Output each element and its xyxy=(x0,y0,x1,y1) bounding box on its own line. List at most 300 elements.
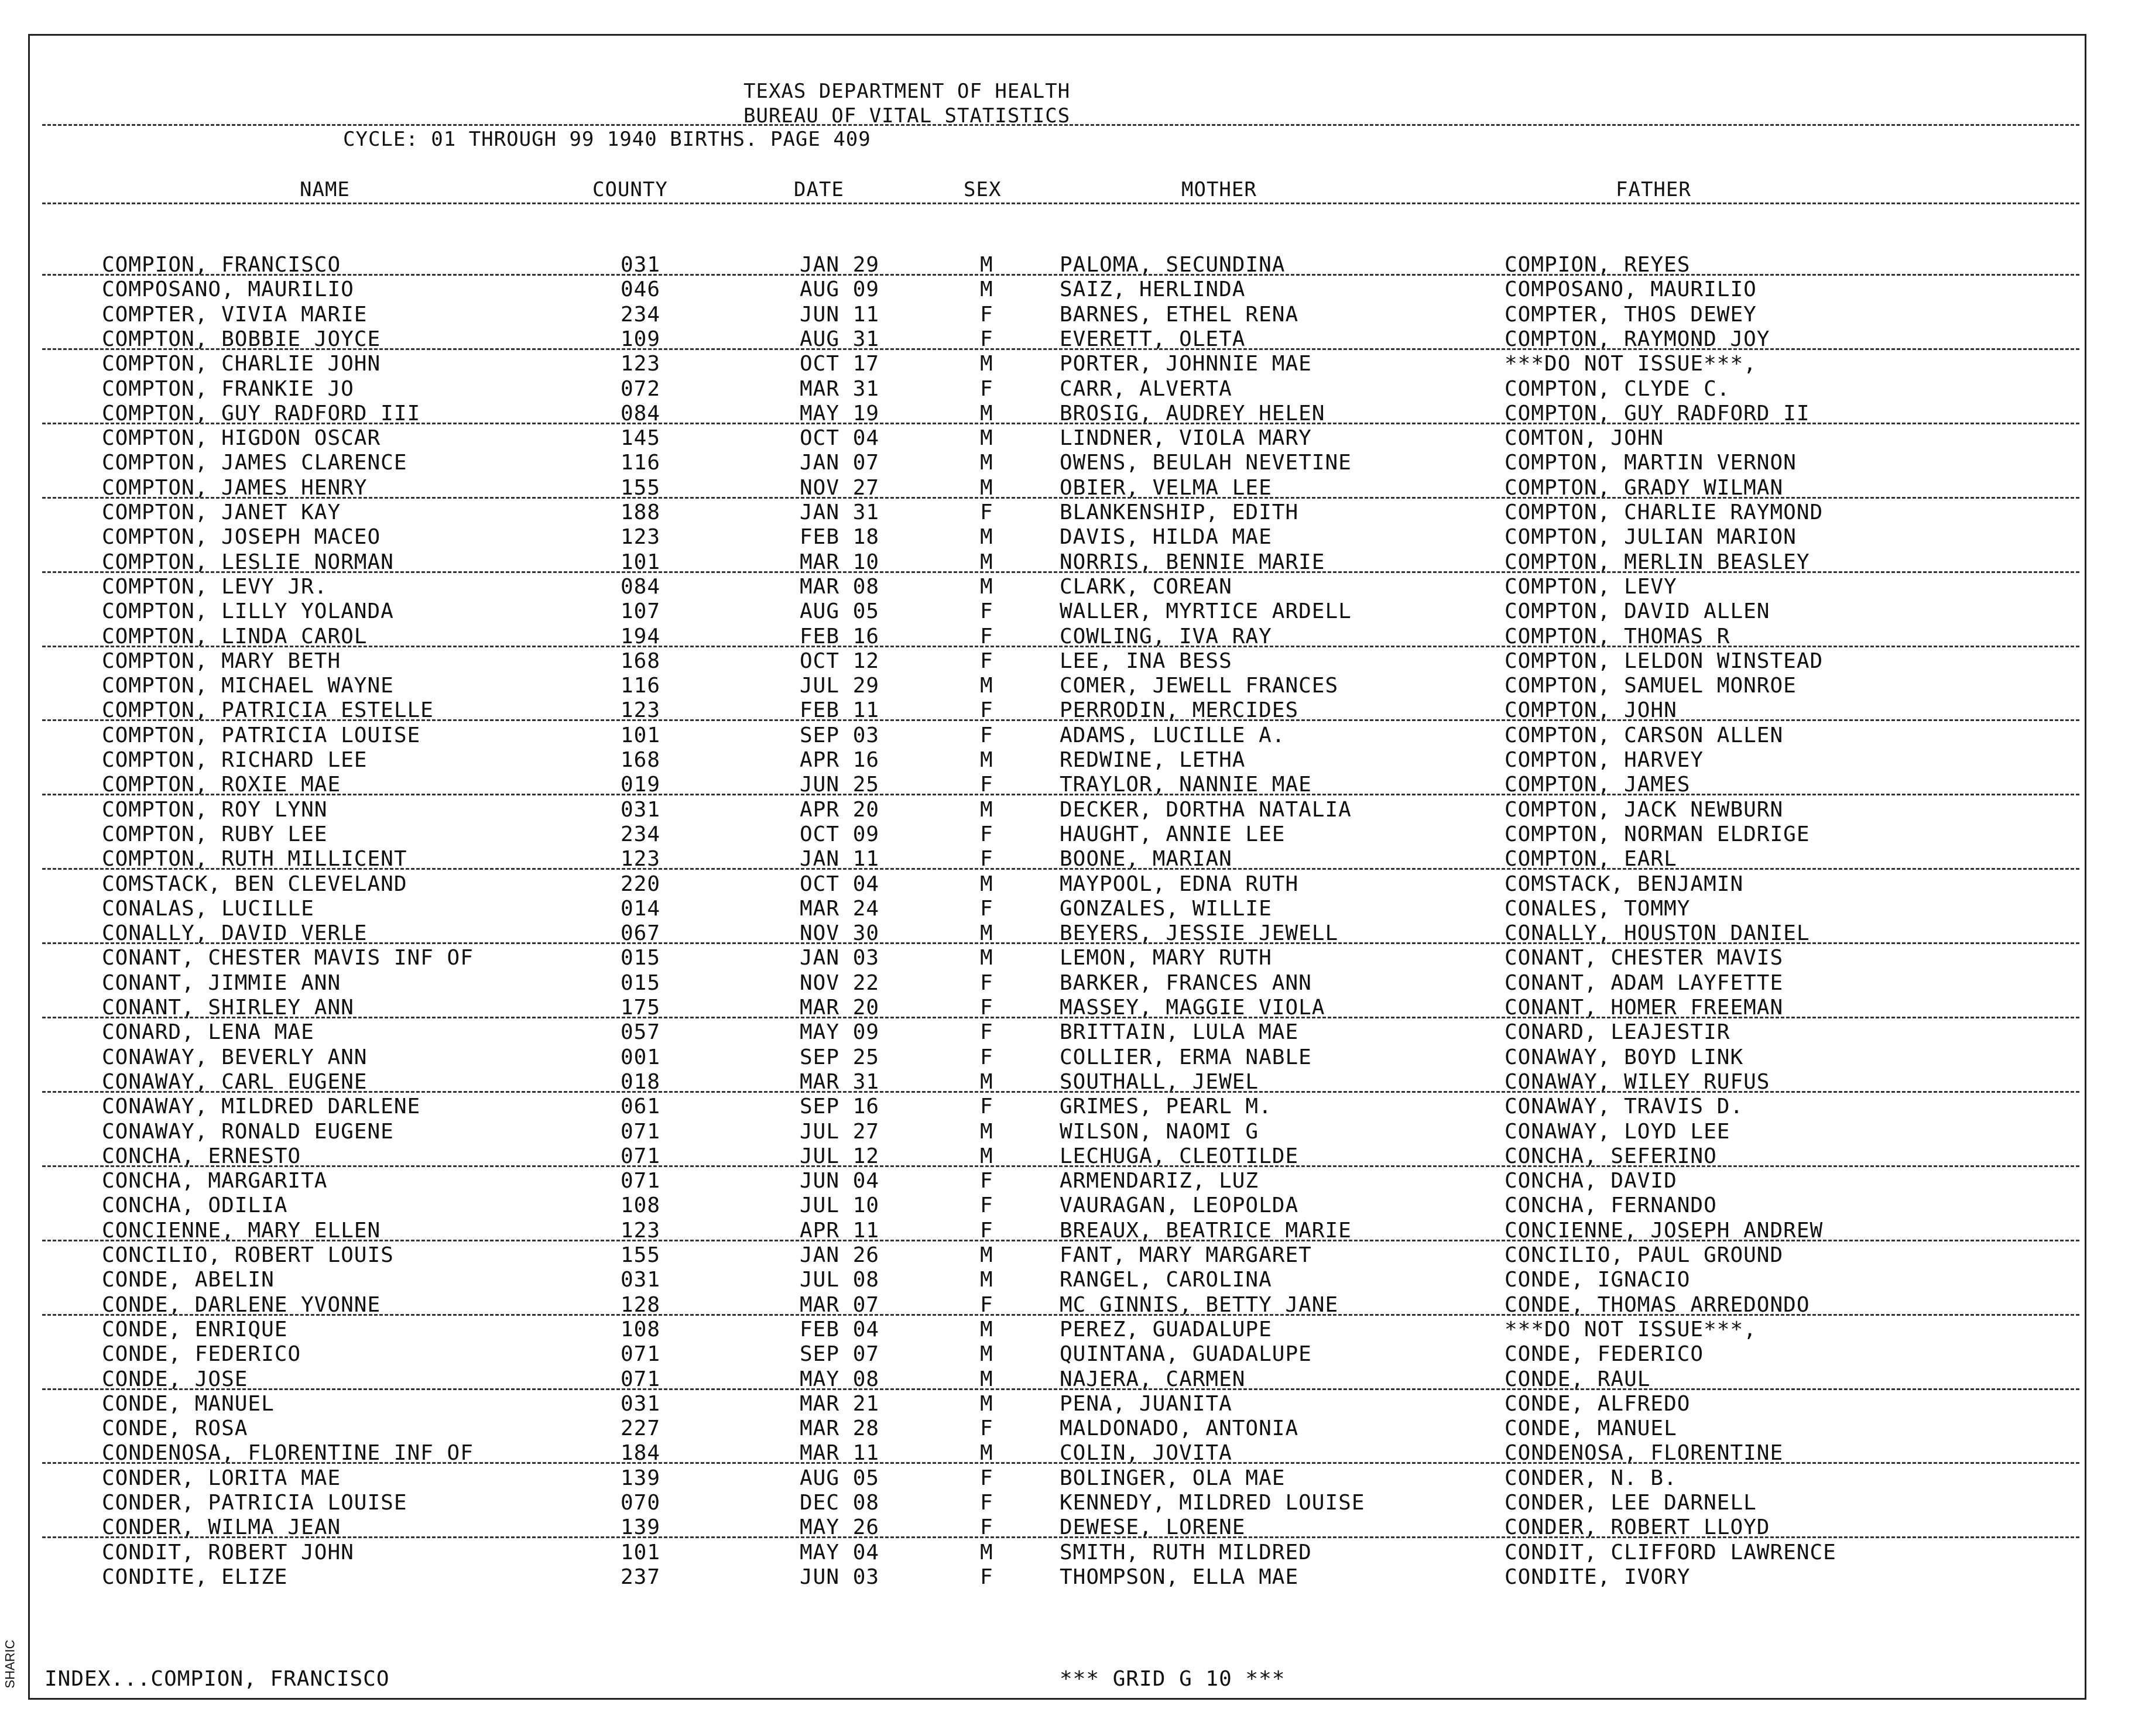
cell-father: CONCHA, SEFERINO xyxy=(1505,1144,1717,1168)
cell-father: COMPTON, LEVY xyxy=(1505,574,1677,599)
cell-father: CONDE, IGNACIO xyxy=(1505,1268,1691,1292)
cell-date: JAN 29 xyxy=(800,253,880,277)
cell-county: 155 xyxy=(621,1243,661,1267)
cell-father: CONDE, ALFREDO xyxy=(1505,1391,1691,1416)
cell-mother: COMER, JEWELL FRANCES xyxy=(1060,674,1339,698)
cell-county: 061 xyxy=(621,1095,661,1119)
cycle-line: CYCLE: 01 THROUGH 99 1940 BIRTHS. PAGE 409 xyxy=(343,128,871,151)
cell-name: CONDE, DARLENE YVONNE xyxy=(102,1292,381,1317)
cell-date: OCT 04 xyxy=(800,426,880,451)
cell-name: COMPTON, ROY LYNN xyxy=(102,797,328,822)
cell-county: 101 xyxy=(621,1540,661,1565)
cell-father: COMPION, REYES xyxy=(1505,253,1691,277)
cell-name: COMPTON, RICHARD LEE xyxy=(102,748,368,772)
cell-county: 031 xyxy=(621,1391,661,1416)
table-row xyxy=(0,451,2135,475)
cell-mother: RANGEL, CAROLINA xyxy=(1060,1268,1272,1292)
cell-sex: M xyxy=(980,1144,993,1168)
table-row xyxy=(0,872,2135,897)
cell-county: 084 xyxy=(621,401,661,426)
cell-father: CONANT, HOMER FREEMAN xyxy=(1505,996,1784,1020)
cell-county: 057 xyxy=(621,1020,661,1045)
cell-sex: F xyxy=(980,302,993,327)
cell-father: COMPTON, GRADY WILMAN xyxy=(1505,475,1784,500)
row-dash-line xyxy=(42,1017,2079,1018)
cell-county: 220 xyxy=(621,872,661,896)
cell-sex: F xyxy=(980,1292,993,1317)
row-dash-line xyxy=(42,348,2079,350)
cell-father: COMPTON, JULIAN MARION xyxy=(1505,525,1797,550)
cell-date: MAR 28 xyxy=(800,1416,880,1441)
cell-date: AUG 05 xyxy=(800,599,880,624)
cell-mother: PENA, JUANITA xyxy=(1060,1391,1232,1416)
cell-sex: F xyxy=(980,1193,993,1218)
cell-name: CONDER, PATRICIA LOUISE xyxy=(102,1491,407,1515)
table-row xyxy=(0,1268,2135,1292)
cell-sex: M xyxy=(980,1317,993,1342)
cell-name: COMPTON, RUTH MILLICENT xyxy=(102,847,407,872)
cell-name: CONDE, ABELIN xyxy=(102,1268,275,1292)
cell-father: CONARD, LEAJESTIR xyxy=(1505,1020,1730,1045)
cell-mother: PEREZ, GUADALUPE xyxy=(1060,1317,1272,1342)
row-dash-line xyxy=(42,646,2079,647)
cell-mother: WILSON, NAOMI G xyxy=(1060,1119,1259,1144)
cell-date: FEB 11 xyxy=(800,698,880,723)
row-dash-line xyxy=(42,719,2079,721)
cell-father: COMPTON, DAVID ALLEN xyxy=(1505,599,1770,624)
cell-sex: M xyxy=(980,1069,993,1094)
cell-date: MAR 21 xyxy=(800,1391,880,1416)
table-row xyxy=(0,1120,2135,1144)
cell-mother: WALLER, MYRTICE ARDELL xyxy=(1060,599,1352,624)
cell-date: FEB 18 xyxy=(800,525,880,550)
cell-sex: F xyxy=(980,1045,993,1069)
cell-mother: CARR, ALVERTA xyxy=(1060,376,1232,401)
cell-county: 227 xyxy=(621,1416,661,1441)
cell-name: CONCHA, MARGARITA xyxy=(102,1169,328,1193)
cell-date: FEB 04 xyxy=(800,1317,880,1342)
table-row xyxy=(0,1169,2135,1193)
cell-date: MAR 24 xyxy=(800,896,880,921)
cell-name: CONAWAY, RONALD EUGENE xyxy=(102,1119,394,1144)
sidebar-label: SHARIC xyxy=(2,1639,18,1689)
cell-date: SEP 07 xyxy=(800,1342,880,1367)
cell-date: JUL 29 xyxy=(800,674,880,698)
header-line-2: BUREAU OF VITAL STATISTICS xyxy=(743,104,1071,128)
cell-name: CONDENOSA, FLORENTINE INF OF xyxy=(102,1441,474,1466)
cell-name: CONANT, CHESTER MAVIS INF OF xyxy=(102,946,474,970)
cell-name: COMPION, FRANCISCO xyxy=(102,253,341,277)
cell-county: 116 xyxy=(621,674,661,698)
cell-father: COMPTON, GUY RADFORD II xyxy=(1505,401,1810,426)
cell-name: COMPTON, HIGDON OSCAR xyxy=(102,426,381,451)
cell-date: MAR 11 xyxy=(800,1441,880,1466)
cell-name: CONDE, FEDERICO xyxy=(102,1342,301,1367)
cell-mother: PERRODIN, MERCIDES xyxy=(1060,698,1299,723)
cell-father: CONDITE, IVORY xyxy=(1505,1565,1691,1589)
table-row xyxy=(0,897,2135,921)
row-dash-line xyxy=(42,274,2079,276)
cell-mother: BLANKENSHIP, EDITH xyxy=(1060,500,1299,524)
cell-mother: MALDONADO, ANTONIA xyxy=(1060,1416,1299,1441)
cell-sex: M xyxy=(980,1268,993,1292)
cell-father: COMPTON, THOMAS R xyxy=(1505,624,1730,649)
cell-sex: M xyxy=(980,1441,993,1466)
cell-name: COMPTON, CHARLIE JOHN xyxy=(102,352,381,376)
cell-date: DEC 08 xyxy=(800,1491,880,1515)
cell-name: COMPOSANO, MAURILIO xyxy=(102,277,354,302)
cell-mother: LEMON, MARY RUTH xyxy=(1060,946,1272,970)
cell-father: CONAWAY, BOYD LINK xyxy=(1505,1045,1744,1069)
cell-sex: M xyxy=(980,946,993,970)
cell-sex: M xyxy=(980,451,993,475)
cell-sex: M xyxy=(980,872,993,896)
cell-date: JAN 07 xyxy=(800,451,880,475)
cell-sex: F xyxy=(980,1515,993,1540)
cell-date: MAR 07 xyxy=(800,1292,880,1317)
cell-mother: ARMENDARIZ, LUZ xyxy=(1060,1169,1259,1193)
cell-mother: NAJERA, CARMEN xyxy=(1060,1367,1246,1391)
cell-name: COMPTON, JANET KAY xyxy=(102,500,341,524)
cell-father: CONDE, RAUL xyxy=(1505,1367,1651,1391)
cell-date: SEP 25 xyxy=(800,1045,880,1069)
cell-date: JUN 11 xyxy=(800,302,880,327)
cell-date: MAY 26 xyxy=(800,1515,880,1540)
cell-sex: M xyxy=(980,1540,993,1565)
row-dash-line xyxy=(42,1091,2079,1093)
cell-father: CONANT, CHESTER MAVIS xyxy=(1505,946,1784,970)
cell-name: CONDER, WILMA JEAN xyxy=(102,1515,341,1540)
cell-sex: F xyxy=(980,1466,993,1490)
cell-county: 019 xyxy=(621,773,661,797)
cell-mother: BRITTAIN, LULA MAE xyxy=(1060,1020,1299,1045)
table-row xyxy=(0,500,2135,525)
cell-date: JUL 08 xyxy=(800,1268,880,1292)
cell-mother: LEE, INA BESS xyxy=(1060,649,1232,673)
cell-date: AUG 31 xyxy=(800,327,880,351)
cell-name: CONDE, JOSE xyxy=(102,1367,248,1391)
header-dash-line xyxy=(42,124,2079,126)
cell-name: CONAWAY, MILDRED DARLENE xyxy=(102,1095,421,1119)
cell-father: COMPTON, RAYMOND JOY xyxy=(1505,327,1770,351)
table-row xyxy=(0,723,2135,748)
row-dash-line xyxy=(42,1388,2079,1390)
cell-mother: BEYERS, JESSIE JEWELL xyxy=(1060,921,1339,946)
cell-date: OCT 12 xyxy=(800,649,880,673)
row-dash-line xyxy=(42,497,2079,499)
index-footer: INDEX...COMPION, FRANCISCO xyxy=(44,1667,390,1691)
cell-name: COMPTON, JOSEPH MACEO xyxy=(102,525,381,550)
cell-name: CONCHA, ODILIA xyxy=(102,1193,288,1218)
cell-sex: F xyxy=(980,970,993,995)
cell-father: COMPTON, JAMES xyxy=(1505,773,1691,797)
cell-name: CONCILIO, ROBERT LOUIS xyxy=(102,1243,394,1267)
cell-sex: F xyxy=(980,1095,993,1119)
cell-name: COMPTON, JAMES HENRY xyxy=(102,475,368,500)
cell-father: CONDER, LEE DARNELL xyxy=(1505,1491,1757,1515)
cell-mother: COWLING, IVA RAY xyxy=(1060,624,1272,649)
table-row xyxy=(0,822,2135,847)
table-row xyxy=(0,303,2135,327)
table-row xyxy=(0,1541,2135,1565)
cell-mother: SAIZ, HERLINDA xyxy=(1060,277,1246,302)
cell-name: CONCHA, ERNESTO xyxy=(102,1144,301,1168)
cell-sex: F xyxy=(980,1491,993,1515)
cell-name: COMPTON, FRANKIE JO xyxy=(102,376,354,401)
cell-name: COMPTON, PATRICIA ESTELLE xyxy=(102,698,434,723)
cell-father: ***DO NOT ISSUE***, xyxy=(1505,352,1757,376)
cell-sex: M xyxy=(980,277,993,302)
cell-sex: F xyxy=(980,376,993,401)
cell-mother: DECKER, DORTHA NATALIA xyxy=(1060,797,1352,822)
cell-father: CONDE, THOMAS ARREDONDO xyxy=(1505,1292,1810,1317)
cell-mother: BARNES, ETHEL RENA xyxy=(1060,302,1299,327)
cell-sex: F xyxy=(980,599,993,624)
cell-date: MAR 10 xyxy=(800,550,880,574)
cell-county: 237 xyxy=(621,1565,661,1589)
row-dash-line xyxy=(42,571,2079,573)
column-header-father: FATHER xyxy=(1616,178,1691,201)
cell-father: CONDE, FEDERICO xyxy=(1505,1342,1704,1367)
cell-mother: KENNEDY, MILDRED LOUISE xyxy=(1060,1491,1365,1515)
cell-county: 168 xyxy=(621,748,661,772)
cell-name: CONANT, SHIRLEY ANN xyxy=(102,996,354,1020)
cell-name: COMPTON, LINDA CAROL xyxy=(102,624,368,649)
table-row xyxy=(0,1020,2135,1045)
cell-sex: F xyxy=(980,996,993,1020)
cell-county: 015 xyxy=(621,946,661,970)
cell-father: CONDER, ROBERT LLOYD xyxy=(1505,1515,1770,1540)
cell-mother: DAVIS, HILDA MAE xyxy=(1060,525,1272,550)
cell-date: OCT 04 xyxy=(800,872,880,896)
cell-mother: MC GINNIS, BETTY JANE xyxy=(1060,1292,1339,1317)
cell-county: 184 xyxy=(621,1441,661,1466)
cell-date: OCT 17 xyxy=(800,352,880,376)
table-row xyxy=(0,1342,2135,1367)
cell-date: FEB 16 xyxy=(800,624,880,649)
cell-county: 071 xyxy=(621,1119,661,1144)
cell-mother: NORRIS, BENNIE MARIE xyxy=(1060,550,1325,574)
sidebar-stamp xyxy=(4,1633,27,1697)
cell-county: 188 xyxy=(621,500,661,524)
cell-father: COMPTON, JACK NEWBURN xyxy=(1505,797,1784,822)
cell-sex: F xyxy=(980,500,993,524)
cell-name: COMPTON, BOBBIE JOYCE xyxy=(102,327,381,351)
cell-name: CONAWAY, CARL EUGENE xyxy=(102,1069,368,1094)
table-row xyxy=(0,1243,2135,1268)
cell-date: MAY 19 xyxy=(800,401,880,426)
cell-county: 155 xyxy=(621,475,661,500)
cell-sex: M xyxy=(980,797,993,822)
cell-mother: ADAMS, LUCILLE A. xyxy=(1060,723,1286,747)
cell-sex: F xyxy=(980,624,993,649)
cell-name: CONDE, ROSA xyxy=(102,1416,248,1441)
column-header-mother: MOTHER xyxy=(1181,178,1257,201)
cell-sex: F xyxy=(980,1169,993,1193)
cell-mother: THOMPSON, ELLA MAE xyxy=(1060,1565,1299,1589)
cell-name: COMPTON, LESLIE NORMAN xyxy=(102,550,394,574)
cell-date: JUL 12 xyxy=(800,1144,880,1168)
cell-father: COMPTON, HARVEY xyxy=(1505,748,1704,772)
cell-mother: MAYPOOL, EDNA RUTH xyxy=(1060,872,1299,896)
cell-sex: M xyxy=(980,921,993,946)
column-header-county: COUNTY xyxy=(592,178,668,201)
cell-father: CONCHA, DAVID xyxy=(1505,1169,1677,1193)
table-row xyxy=(0,1095,2135,1119)
cell-sex: F xyxy=(980,1020,993,1045)
cell-name: CONCIENNE, MARY ELLEN xyxy=(102,1218,381,1243)
cell-county: 071 xyxy=(621,1367,661,1391)
cell-father: CONCILIO, PAUL GROUND xyxy=(1505,1243,1784,1267)
cell-county: 070 xyxy=(621,1491,661,1515)
cell-county: 084 xyxy=(621,574,661,599)
cell-mother: GRIMES, PEARL M. xyxy=(1060,1095,1272,1119)
cell-date: JAN 03 xyxy=(800,946,880,970)
cell-date: JAN 11 xyxy=(800,847,880,872)
cell-date: MAR 31 xyxy=(800,1069,880,1094)
cell-name: COMPTON, MICHAEL WAYNE xyxy=(102,674,394,698)
table-row xyxy=(0,798,2135,822)
cell-mother: FANT, MARY MARGARET xyxy=(1060,1243,1312,1267)
cell-mother: SOUTHALL, JEWEL xyxy=(1060,1069,1259,1094)
cell-mother: OBIER, VELMA LEE xyxy=(1060,475,1272,500)
cell-county: 123 xyxy=(621,698,661,723)
header-line-1: TEXAS DEPARTMENT OF HEALTH xyxy=(743,80,1071,103)
cell-name: CONARD, LENA MAE xyxy=(102,1020,314,1045)
cell-date: JUN 25 xyxy=(800,773,880,797)
cell-county: 015 xyxy=(621,970,661,995)
table-row xyxy=(0,946,2135,970)
cell-sex: M xyxy=(980,1367,993,1391)
column-header-date: DATE xyxy=(794,178,844,201)
cell-name: CONDER, LORITA MAE xyxy=(102,1466,341,1490)
cell-father: COMPTON, CARSON ALLEN xyxy=(1505,723,1784,747)
cell-date: NOV 27 xyxy=(800,475,880,500)
cell-county: 067 xyxy=(621,921,661,946)
row-dash-line xyxy=(42,1536,2079,1538)
cell-county: 175 xyxy=(621,996,661,1020)
cell-date: MAY 09 xyxy=(800,1020,880,1045)
cell-father: COMPTER, THOS DEWEY xyxy=(1505,302,1757,327)
cell-father: COMPTON, MERLIN BEASLEY xyxy=(1505,550,1810,574)
cell-mother: PALOMA, SECUNDINA xyxy=(1060,253,1286,277)
cell-name: COMPTON, LEVY JR. xyxy=(102,574,328,599)
cell-father: CONAWAY, TRAVIS D. xyxy=(1505,1095,1744,1119)
cell-father: CONDENOSA, FLORENTINE xyxy=(1505,1441,1784,1466)
cell-county: 139 xyxy=(621,1515,661,1540)
table-row xyxy=(0,426,2135,451)
cell-county: 031 xyxy=(621,253,661,277)
cell-county: 128 xyxy=(621,1292,661,1317)
cell-sex: F xyxy=(980,773,993,797)
cell-sex: F xyxy=(980,327,993,351)
table-row xyxy=(0,575,2135,599)
cell-county: 123 xyxy=(621,525,661,550)
cell-mother: COLIN, JOVITA xyxy=(1060,1441,1232,1466)
table-row xyxy=(0,277,2135,302)
cell-county: 071 xyxy=(621,1169,661,1193)
cell-county: 123 xyxy=(621,847,661,872)
cell-father: CONCIENNE, JOSEPH ANDREW xyxy=(1505,1218,1824,1243)
cell-county: 046 xyxy=(621,277,661,302)
cell-name: COMPTON, GUY RADFORD III xyxy=(102,401,421,426)
cell-county: 101 xyxy=(621,723,661,747)
cell-father: CONDE, MANUEL xyxy=(1505,1416,1677,1441)
cell-sex: M xyxy=(980,352,993,376)
cell-date: JAN 26 xyxy=(800,1243,880,1267)
row-dash-line xyxy=(42,1240,2079,1241)
cell-sex: F xyxy=(980,847,993,872)
column-header-sex: SEX xyxy=(964,178,1002,201)
cell-date: MAR 31 xyxy=(800,376,880,401)
cell-sex: M xyxy=(980,748,993,772)
row-dash-line xyxy=(42,1462,2079,1464)
cell-mother: MASSEY, MAGGIE VIOLA xyxy=(1060,996,1325,1020)
cell-county: 108 xyxy=(621,1193,661,1218)
cell-father: CONANT, ADAM LAYFETTE xyxy=(1505,970,1784,995)
cell-date: APR 16 xyxy=(800,748,880,772)
cell-date: MAR 20 xyxy=(800,996,880,1020)
cell-date: NOV 30 xyxy=(800,921,880,946)
cell-county: 109 xyxy=(621,327,661,351)
cell-date: OCT 09 xyxy=(800,822,880,846)
cell-date: AUG 05 xyxy=(800,1466,880,1490)
cell-mother: EVERETT, OLETA xyxy=(1060,327,1246,351)
cell-date: JUL 27 xyxy=(800,1119,880,1144)
row-dash-line xyxy=(42,1314,2079,1316)
cell-father: COMPTON, EARL xyxy=(1505,847,1677,872)
cell-county: 018 xyxy=(621,1069,661,1094)
cell-father: COMPTON, JOHN xyxy=(1505,698,1677,723)
table-row xyxy=(0,1318,2135,1342)
cell-date: JUN 04 xyxy=(800,1169,880,1193)
cell-date: NOV 22 xyxy=(800,970,880,995)
cell-mother: LINDNER, VIOLA MARY xyxy=(1060,426,1312,451)
cell-mother: OWENS, BEULAH NEVETINE xyxy=(1060,451,1352,475)
cell-sex: F xyxy=(980,822,993,846)
cell-sex: F xyxy=(980,1565,993,1589)
cell-date: JAN 31 xyxy=(800,500,880,524)
cell-sex: M xyxy=(980,401,993,426)
cell-county: 116 xyxy=(621,451,661,475)
cell-mother: BROSIG, AUDREY HELEN xyxy=(1060,401,1325,426)
cell-sex: M xyxy=(980,253,993,277)
cell-date: JUN 03 xyxy=(800,1565,880,1589)
table-row xyxy=(0,1416,2135,1441)
cell-date: SEP 03 xyxy=(800,723,880,747)
cell-mother: COLLIER, ERMA NABLE xyxy=(1060,1045,1312,1069)
cell-county: 107 xyxy=(621,599,661,624)
cell-name: CONDE, MANUEL xyxy=(102,1391,275,1416)
table-row xyxy=(0,1045,2135,1070)
cell-father: COMPTON, MARTIN VERNON xyxy=(1505,451,1797,475)
table-row xyxy=(0,377,2135,402)
cell-mother: PORTER, JOHNNIE MAE xyxy=(1060,352,1312,376)
cell-sex: M xyxy=(980,1243,993,1267)
table-row xyxy=(0,649,2135,674)
cell-sex: M xyxy=(980,674,993,698)
cell-sex: M xyxy=(980,1342,993,1367)
cell-sex: M xyxy=(980,550,993,574)
cell-county: 031 xyxy=(621,797,661,822)
table-row xyxy=(0,352,2135,376)
table-row xyxy=(0,971,2135,996)
cell-father: CONDIT, CLIFFORD LAWRENCE xyxy=(1505,1540,1836,1565)
cell-mother: LECHUGA, CLEOTILDE xyxy=(1060,1144,1299,1168)
cell-county: 014 xyxy=(621,896,661,921)
cell-mother: BOLINGER, OLA MAE xyxy=(1060,1466,1286,1490)
cell-father: CONCHA, FERNANDO xyxy=(1505,1193,1717,1218)
